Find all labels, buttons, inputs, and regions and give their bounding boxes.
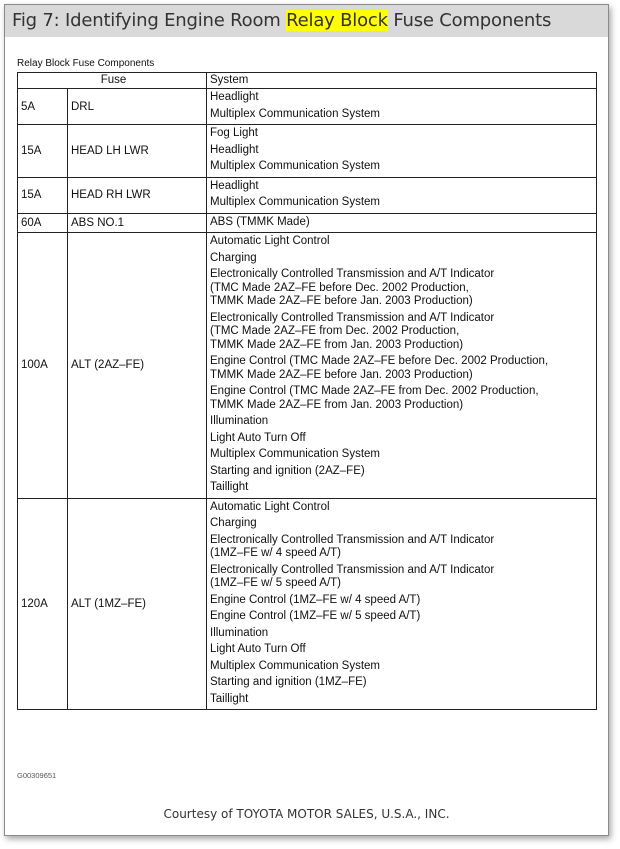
system-item	[210, 268, 596, 309]
system-text: Engine Control (TMC Made 2AZ–FE from Dec. 2002 Production,	[210, 385, 539, 397]
system-item	[210, 465, 596, 479]
system-text: ABS (TMMK Made)	[210, 215, 310, 228]
fuse-amperage: 15A	[18, 125, 68, 178]
system-text: Multiplex Communication System	[210, 659, 381, 672]
system-item	[210, 610, 596, 624]
system-item	[210, 91, 596, 105]
system-text: Automatic Light Control	[210, 235, 330, 247]
system-text: Headlight	[210, 143, 259, 156]
system-text: Headlight	[210, 179, 259, 192]
system-list	[207, 233, 597, 499]
system-text: (1MZ–FE w/ 4 speed A/T)	[210, 547, 342, 559]
system-text: Multiplex Communication System	[210, 107, 381, 120]
system-text: Electronically Controlled Transmission and A/T Indicator	[210, 533, 495, 546]
header-fuse: Fuse	[18, 73, 207, 89]
system-item	[210, 312, 596, 353]
system-text: Light Auto Turn Off	[210, 643, 306, 655]
title-prefix: Fig 7: Identifying Engine Room	[12, 10, 287, 31]
system-list	[207, 498, 597, 710]
system-item	[210, 501, 596, 515]
table-row	[18, 233, 597, 499]
system-text: TMMK Made 2AZ–FE before Jan. 2003 Production)	[210, 295, 473, 307]
system-text: (1MZ–FE w/ 5 speed A/T)	[210, 577, 342, 589]
table-row	[18, 177, 597, 213]
system-item	[210, 235, 596, 249]
system-text: Multiplex Communication System	[210, 448, 381, 460]
table-header-row	[18, 73, 597, 89]
system-item	[210, 448, 596, 462]
system-item	[210, 534, 596, 561]
figure-card	[4, 4, 609, 836]
table-row	[18, 213, 597, 233]
system-text: Automatic Light Control	[210, 500, 330, 513]
system-text: Starting and ignition (2AZ–FE)	[210, 464, 365, 477]
system-text: Multiplex Communication System	[210, 196, 381, 208]
system-text: Engine Control (1MZ–FE w/ 4 speed A/T)	[210, 593, 421, 606]
system-text: (TMC Made 2AZ–FE before Dec. 2002 Production,	[210, 281, 469, 294]
system-item	[210, 676, 596, 690]
system-text: Electronically Controlled Transmission and A/T Indicator	[210, 311, 495, 324]
fuse-amperage: 5A	[18, 89, 68, 125]
system-text: Fog Light	[210, 127, 258, 139]
table-row	[18, 498, 597, 710]
system-text: TMMK Made 2AZ–FE from Jan. 2003 Production)	[210, 338, 464, 351]
system-list	[207, 213, 597, 233]
fuse-amperage: 120A	[18, 498, 68, 710]
system-item	[210, 517, 596, 531]
fuse-name: HEAD LH LWR	[68, 125, 207, 178]
system-item	[210, 693, 596, 707]
system-text: Starting and ignition (1MZ–FE)	[210, 676, 367, 688]
system-text: Taillight	[210, 481, 249, 493]
system-text: Engine Control (1MZ–FE w/ 5 speed A/T)	[210, 610, 421, 622]
system-text: Electronically Controlled Transmission and A/T Indicator	[210, 268, 495, 280]
system-text: Illumination	[210, 626, 269, 639]
system-list	[207, 89, 597, 125]
table-row	[18, 89, 597, 125]
system-text: Headlight	[210, 91, 259, 103]
system-text: Charging	[210, 251, 257, 264]
header-system: System	[207, 73, 597, 89]
system-item	[210, 481, 596, 495]
system-text: Illumination	[210, 415, 269, 427]
fuse-amperage: 15A	[18, 177, 68, 213]
system-text: TMMK Made 2AZ–FE from Jan. 2003 Production)	[210, 398, 464, 411]
title-highlight: Relay Block	[286, 10, 388, 31]
system-item	[210, 108, 596, 122]
system-item	[210, 127, 596, 141]
system-text: (TMC Made 2AZ–FE from Dec. 2002 Production,	[210, 325, 460, 337]
system-item	[210, 432, 596, 446]
system-item	[210, 180, 596, 194]
figure-code: G00309651	[17, 771, 57, 780]
fuse-name: HEAD RH LWR	[68, 177, 207, 213]
fuse-amperage: 60A	[18, 213, 68, 233]
system-item	[210, 385, 596, 412]
system-text: Engine Control (TMC Made 2AZ–FE before Dec. 2002 Production,	[210, 355, 549, 367]
fuse-name: ALT (1MZ–FE)	[68, 498, 207, 710]
figure-title	[5, 5, 608, 37]
system-list	[207, 177, 597, 213]
system-item	[210, 594, 596, 608]
fuse-name: DRL	[68, 89, 207, 125]
table-row	[18, 125, 597, 178]
system-item	[210, 144, 596, 158]
system-item	[210, 660, 596, 674]
table-caption: Relay Block Fuse Components	[17, 58, 155, 69]
system-text: Multiplex Communication System	[210, 160, 381, 172]
system-item	[210, 160, 596, 174]
fuse-name: ABS NO.1	[68, 213, 207, 233]
system-text: Charging	[210, 517, 257, 529]
fuse-name: ALT (2AZ–FE)	[68, 233, 207, 499]
system-list	[207, 125, 597, 178]
system-text: Electronically Controlled Transmission and A/T Indicator	[210, 563, 495, 576]
system-text: TMMK Made 2AZ–FE before Jan. 2003 Production)	[210, 368, 473, 381]
system-text: Light Auto Turn Off	[210, 431, 306, 444]
system-item	[210, 564, 596, 591]
fuse-table	[17, 72, 597, 710]
table-body	[18, 89, 597, 710]
title-suffix: Fuse Components	[387, 10, 552, 31]
system-item	[210, 643, 596, 657]
system-item	[210, 355, 596, 382]
system-item	[210, 415, 596, 429]
system-item	[210, 196, 596, 210]
system-item	[210, 252, 596, 266]
fuse-amperage: 100A	[18, 233, 68, 499]
system-text: Taillight	[210, 692, 249, 705]
courtesy-note: Courtesy of TOYOTA MOTOR SALES, U.S.A., INC.	[163, 807, 450, 821]
system-item	[210, 627, 596, 641]
system-item	[210, 216, 596, 230]
